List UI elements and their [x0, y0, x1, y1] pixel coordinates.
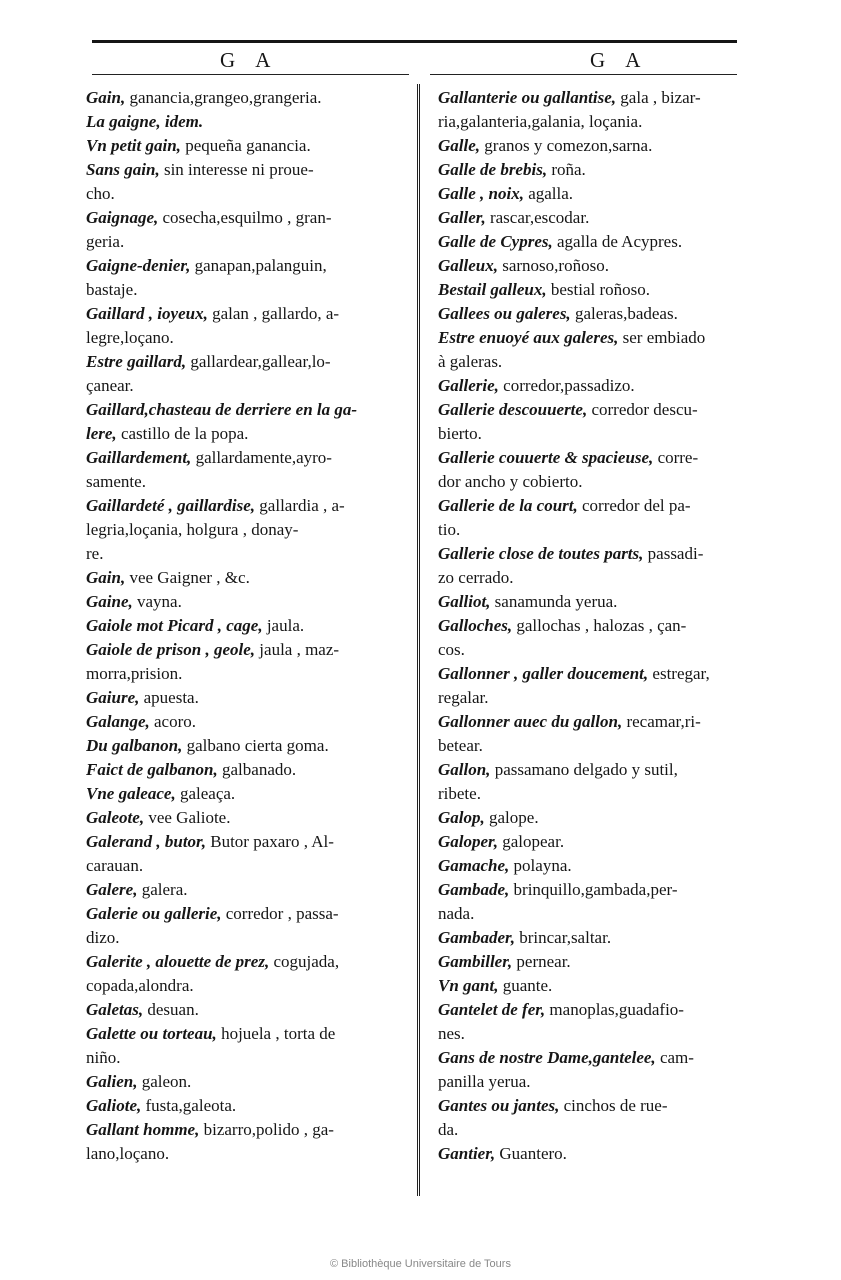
entry-gloss: cosecha,esquilmo , gran- geria.: [86, 208, 332, 251]
entry-gloss: cinchos de rue- da.: [438, 1096, 668, 1139]
dictionary-entry: [438, 86, 742, 134]
dictionary-entry: [438, 326, 742, 374]
entry-gloss: cam- panilla yerua.: [438, 1048, 694, 1091]
entry-headword: Gallanterie ou gallantise,: [438, 88, 617, 107]
entry-headword: Gallerie,: [438, 376, 499, 395]
dictionary-entry: [438, 662, 742, 710]
left-column: [86, 86, 408, 1166]
entry-gloss: gala , bizar- ria,galanteria,galania, loçania.: [438, 88, 701, 131]
entry-gloss: jaula.: [262, 616, 305, 635]
dictionary-entry: [86, 614, 408, 638]
library-credit: © Bibliothèque Universitaire de Tours: [330, 1258, 511, 1270]
entry-gloss: corredor,passadizo.: [498, 376, 635, 395]
entry-headword: Galle de Cypres,: [438, 232, 553, 251]
entry-gloss: ganapan,palanguin, bastaje.: [86, 256, 327, 299]
dictionary-entry: [438, 998, 742, 1046]
dictionary-entry: [86, 902, 408, 950]
dictionary-entry: [438, 134, 742, 158]
entry-headword: Gallees ou galeres,: [438, 304, 571, 323]
entry-headword: Vn petit gain,: [86, 136, 181, 155]
dictionary-entry: [86, 302, 408, 350]
dictionary-entry: [86, 206, 408, 254]
dictionary-entry: [438, 758, 742, 806]
dictionary-entry: [86, 134, 408, 158]
entry-gloss: pequeña ganancia.: [180, 136, 311, 155]
entry-headword: Galle,: [438, 136, 481, 155]
entry-gloss: bestial roñoso.: [546, 280, 651, 299]
entry-gloss: manoplas,guadafio- nes.: [438, 1000, 684, 1043]
entry-headword: Galle de brebis,: [438, 160, 548, 179]
dictionary-entry: [86, 686, 408, 710]
entry-headword: Galloches,: [438, 616, 513, 635]
dictionary-entry: [86, 758, 408, 782]
entry-gloss: Guantero.: [495, 1144, 567, 1163]
dictionary-entry: [86, 254, 408, 302]
dictionary-entry: [438, 158, 742, 182]
dictionary-entry: [86, 158, 408, 206]
dictionary-entry: [86, 734, 408, 758]
entry-headword: Gamache,: [438, 856, 510, 875]
entry-headword: Gaiole mot Picard , cage,: [86, 616, 263, 635]
entry-gloss: vee Gaigner , &c.: [125, 568, 250, 587]
dictionary-entry: [86, 806, 408, 830]
entry-gloss: rascar,escodar.: [485, 208, 590, 227]
entry-headword: Galerite , alouette de prez,: [86, 952, 270, 971]
entry-gloss: gallardia , a- legria,loçania, holgura , donay- re.: [86, 496, 345, 563]
entry-gloss: Butor paxaro , Al- carauan.: [86, 832, 334, 875]
dictionary-entry: [86, 782, 408, 806]
top-rule: [92, 40, 737, 43]
head-rule-right: [430, 74, 737, 75]
entry-headword: Gaigne-denier,: [86, 256, 191, 275]
entry-headword: Galler,: [438, 208, 486, 227]
dictionary-entry: [438, 374, 742, 398]
dictionary-entry: [438, 542, 742, 590]
entry-headword: Sans gain,: [86, 160, 160, 179]
entry-headword: Gambader,: [438, 928, 515, 947]
running-head-right: G A: [590, 48, 649, 72]
entry-headword: La gaigne, idem.: [86, 112, 204, 131]
entry-gloss: corredor , passa- dizo.: [86, 904, 339, 947]
entry-headword: Gantelet de fer,: [438, 1000, 546, 1019]
entry-gloss: agalla.: [523, 184, 574, 203]
entry-headword: Galien,: [86, 1072, 138, 1091]
entry-gloss: hojuela , torta de niño.: [86, 1024, 336, 1067]
entry-headword: Gallonner , galler doucement,: [438, 664, 649, 683]
running-head-left: G A: [220, 48, 279, 72]
entry-gloss: polayna.: [509, 856, 572, 875]
dictionary-entry: [438, 878, 742, 926]
entry-gloss: galeras,badeas.: [570, 304, 678, 323]
entry-headword: Galop,: [438, 808, 485, 827]
entry-gloss: vee Galiote.: [144, 808, 231, 827]
entry-headword: Galere,: [86, 880, 138, 899]
entry-headword: Gambade,: [438, 880, 510, 899]
dictionary-entry: [438, 1142, 742, 1166]
head-rule-left: [92, 74, 409, 75]
entry-gloss: gallardear,gallear,lo- çanear.: [86, 352, 331, 395]
dictionary-entry: [86, 1070, 408, 1094]
entry-headword: Galerie ou gallerie,: [86, 904, 222, 923]
entry-headword: Galoper,: [438, 832, 498, 851]
entry-gloss: galbano cierta goma.: [182, 736, 329, 755]
dictionary-entry: [438, 614, 742, 662]
entry-headword: Bestail galleux,: [438, 280, 547, 299]
entry-headword: Gans de nostre Dame,gantelee,: [438, 1048, 656, 1067]
entry-headword: Gantes ou jantes,: [438, 1096, 560, 1115]
entry-headword: Vn gant,: [438, 976, 499, 995]
entry-gloss: galan , gallardo, a- legre,loçano.: [86, 304, 340, 347]
entry-gloss: passamano delgado y sutil, ribete.: [438, 760, 678, 803]
dictionary-entry: [438, 1094, 742, 1142]
entry-headword: Gaiole de prison , geole,: [86, 640, 256, 659]
entry-headword: Estre enuoyé aux galeres,: [438, 328, 619, 347]
entry-headword: Galliot,: [438, 592, 491, 611]
entry-gloss: sarnoso,roñoso.: [497, 256, 609, 275]
dictionary-entry: [86, 566, 408, 590]
column-divider: [417, 84, 420, 1196]
entry-headword: Gallerie descouuerte,: [438, 400, 588, 419]
dictionary-entry: [86, 86, 408, 110]
dictionary-entry: [86, 446, 408, 494]
entry-headword: Gallerie close de toutes parts,: [438, 544, 644, 563]
entry-gloss: galopear.: [497, 832, 565, 851]
entry-gloss: corredor del pa- tio.: [438, 496, 691, 539]
entry-gloss: recamar,ri- betear.: [438, 712, 701, 755]
dictionary-entry: [438, 950, 742, 974]
entry-headword: Estre gaillard,: [86, 352, 187, 371]
entry-headword: Gaillard,chasteau de derriere en la ga- lere,: [86, 400, 358, 443]
entry-headword: Gaignage,: [86, 208, 159, 227]
entry-headword: Gain,: [86, 88, 126, 107]
dictionary-entry: [86, 398, 408, 446]
entry-headword: Gaine,: [86, 592, 133, 611]
dictionary-entry: [86, 830, 408, 878]
entry-headword: Gallerie couuerte & spacieuse,: [438, 448, 654, 467]
dictionary-entry: [86, 494, 408, 566]
entry-gloss: ganancia,grangeo,grangeria.: [125, 88, 322, 107]
entry-gloss: bizarro,polido , ga- lano,loçano.: [86, 1120, 334, 1163]
dictionary-entry: [438, 254, 742, 278]
dictionary-entry: [86, 1094, 408, 1118]
dictionary-entry: [438, 974, 742, 998]
entry-headword: Gallon,: [438, 760, 491, 779]
dictionary-entry: [438, 278, 742, 302]
entry-headword: Faict de galbanon,: [86, 760, 218, 779]
dictionary-entry: [86, 950, 408, 998]
entry-gloss: ser embiado à galeras.: [438, 328, 706, 371]
dictionary-entry: [86, 1022, 408, 1070]
dictionary-entry: [438, 1046, 742, 1094]
entry-gloss: estregar, regalar.: [438, 664, 710, 707]
dictionary-entry: [438, 854, 742, 878]
dictionary-entry: [438, 302, 742, 326]
entry-gloss: fusta,galeota.: [141, 1096, 237, 1115]
entry-headword: Galleux,: [438, 256, 498, 275]
dictionary-entry: [86, 710, 408, 734]
entry-headword: Gaillard , ioyeux,: [86, 304, 208, 323]
entry-headword: Galette ou torteau,: [86, 1024, 217, 1043]
entry-gloss: desuan.: [143, 1000, 199, 1019]
dictionary-entry: [438, 398, 742, 446]
entry-headword: Gambiller,: [438, 952, 513, 971]
dictionary-entry: [438, 830, 742, 854]
entry-gloss: corredor descu- bierto.: [438, 400, 698, 443]
entry-gloss: gallardamente,ayro- samente.: [86, 448, 332, 491]
dictionary-entry: [438, 206, 742, 230]
entry-gloss: pernear.: [512, 952, 571, 971]
entry-gloss: galope.: [484, 808, 539, 827]
entry-gloss: cogujada, copada,alondra.: [86, 952, 340, 995]
dictionary-entry: [438, 446, 742, 494]
entry-gloss: granos y comezon,sarna.: [480, 136, 653, 155]
entry-gloss: jaula , maz- morra,prision.: [86, 640, 340, 683]
dictionary-entry: [86, 998, 408, 1022]
entry-headword: Galange,: [86, 712, 150, 731]
entry-gloss: castillo de la popa.: [116, 424, 249, 443]
entry-headword: Galiote,: [86, 1096, 142, 1115]
entry-gloss: roña.: [547, 160, 586, 179]
entry-gloss: brincar,saltar.: [514, 928, 612, 947]
dictionary-entry: [438, 230, 742, 254]
entry-headword: Gaillardement,: [86, 448, 192, 467]
entry-gloss: galeaça.: [175, 784, 236, 803]
entry-gloss: sanamunda yerua.: [490, 592, 618, 611]
entry-headword: Gaiure,: [86, 688, 140, 707]
entry-headword: Gaillardeté , gaillardise,: [86, 496, 256, 515]
entry-gloss: vayna.: [132, 592, 182, 611]
entry-gloss: corre- dor ancho y cobierto.: [438, 448, 699, 491]
entry-headword: Du galbanon,: [86, 736, 183, 755]
dictionary-entry: [438, 806, 742, 830]
dictionary-entry: [438, 590, 742, 614]
entry-gloss: galeon.: [137, 1072, 192, 1091]
entry-gloss: agalla de Acypres.: [552, 232, 683, 251]
dictionary-entry: [86, 590, 408, 614]
dictionary-entry: [86, 350, 408, 398]
entry-headword: Gallant homme,: [86, 1120, 200, 1139]
entry-gloss: guante.: [498, 976, 553, 995]
entry-headword: Vne galeace,: [86, 784, 176, 803]
right-column: [438, 86, 742, 1166]
entry-headword: Gain,: [86, 568, 126, 587]
dictionary-entry: [86, 878, 408, 902]
entry-headword: Galeote,: [86, 808, 145, 827]
entry-gloss: galera.: [137, 880, 188, 899]
dictionary-entry: [86, 110, 408, 134]
entry-gloss: apuesta.: [139, 688, 199, 707]
entry-headword: Gallerie de la court,: [438, 496, 578, 515]
dictionary-entry: [86, 1118, 408, 1166]
entry-gloss: gallochas , halozas , çan- cos.: [438, 616, 687, 659]
entry-gloss: sin interesse ni proue- cho.: [86, 160, 314, 203]
entry-gloss: galbanado.: [217, 760, 297, 779]
dictionary-entry: [438, 494, 742, 542]
entry-headword: Gantier,: [438, 1144, 496, 1163]
dictionary-entry: [86, 638, 408, 686]
entry-gloss: brinquillo,gambada,per- nada.: [438, 880, 678, 923]
entry-headword: Galerand , butor,: [86, 832, 206, 851]
entry-headword: Galetas,: [86, 1000, 144, 1019]
entry-headword: Gallonner auec du gallon,: [438, 712, 623, 731]
dictionary-entry: [438, 182, 742, 206]
dictionary-entry: [438, 926, 742, 950]
entry-gloss: passadi- zo cerrado.: [438, 544, 704, 587]
dictionary-entry: [438, 710, 742, 758]
entry-headword: Galle , noix,: [438, 184, 524, 203]
entry-gloss: acoro.: [149, 712, 197, 731]
